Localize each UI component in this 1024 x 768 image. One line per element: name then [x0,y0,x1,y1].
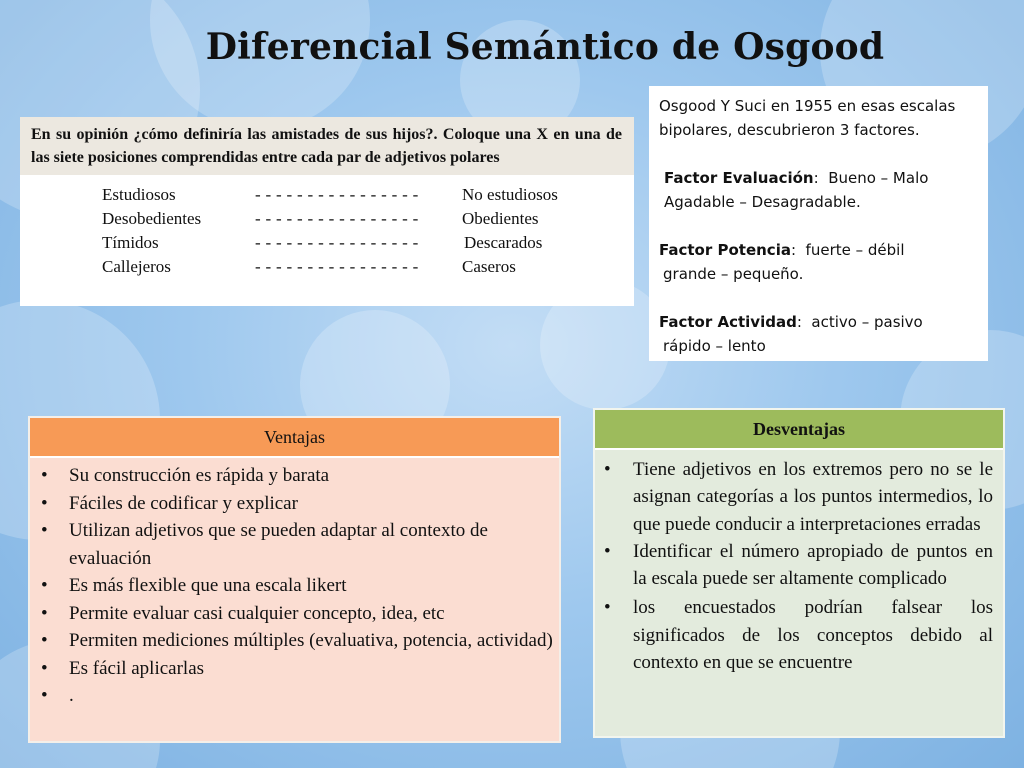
factor-values: Agadable – Desagradable. [664,193,861,211]
list-item: • los encuestados podrían falsear los significados de los conceptos debido al contexto en que se encuentre [595,594,993,676]
left-adjective: Callejeros [102,257,171,276]
factors-intro-line: bipolares, descubrieron 3 factores. [659,121,920,139]
factor-label: Factor Potencia [659,241,791,259]
list-item: • Es más flexible que una escala likert [30,572,559,600]
adjective-pair-row [20,185,634,209]
list-item: • Fáciles de codificar y explicar [30,490,559,518]
slide-title: Diferencial Semántico de Osgood [205,26,885,68]
left-adjective: Estudiosos [102,185,176,204]
right-adjective: Descarados [464,233,543,252]
scale-dashes: - - - - - - - - - - - - - - - - [255,257,419,276]
survey-instruction: En su opinión ¿cómo definiría las amistades de sus hijos?. Coloque una X en una de las siete posiciones comprendidas entre cada par de adjetivos polares [20,117,634,175]
factors-intro-line: Osgood Y Suci en 1955 en esas escalas [659,97,956,115]
list-item: • Identificar el número apropiado de puntos en la escala puede ser altamente complicado [595,538,993,593]
ventajas-header: Ventajas [30,418,559,458]
factor-evaluacion: Factor Evaluación: Bueno – Malo [664,169,929,187]
adjective-pair-row [20,209,634,233]
list-item: • . [30,682,559,710]
factor-values: activo – pasivo [811,313,923,331]
factors-box [649,86,988,361]
scale-dashes: - - - - - - - - - - - - - - - - [255,209,419,228]
survey-example-box [20,117,634,306]
ventajas-list [30,458,559,710]
factor-actividad: Factor Actividad: activo – pasivo [659,313,923,331]
desventajas-list [595,450,1003,676]
factor-label: Factor Actividad [659,313,797,331]
list-item: • Su construcción es rápida y barata [30,462,559,490]
right-adjective: Obedientes [462,209,539,228]
ventajas-box [28,416,561,743]
list-item: • Es fácil aplicarlas [30,655,559,683]
list-item: • Permite evaluar casi cualquier concepto, idea, etc [30,600,559,628]
list-item: • Permiten mediciones múltiples (evaluativa, potencia, actividad) [30,627,559,655]
desventajas-box [593,408,1005,738]
adjective-pair-row [20,233,634,257]
adjective-pair-row [20,257,634,281]
right-adjective: No estudiosos [462,185,558,204]
left-adjective: Desobedientes [102,209,202,228]
adjective-pairs [20,175,634,275]
factor-values: rápido – lento [663,337,766,355]
scale-dashes: - - - - - - - - - - - - - - - - [255,233,419,252]
factor-values: grande – pequeño. [663,265,804,283]
factor-values: fuerte – débil [805,241,905,259]
right-adjective: Caseros [462,257,516,276]
scale-dashes: - - - - - - - - - - - - - - - - [255,185,419,204]
factor-values: Bueno – Malo [828,169,929,187]
factor-label: Factor Evaluación [664,169,814,187]
factor-potencia: Factor Potencia: fuerte – débil [659,241,905,259]
list-item: • Utilizan adjetivos que se pueden adaptar al contexto de evaluación [30,517,559,572]
desventajas-header: Desventajas [595,410,1003,450]
left-adjective: Tímidos [102,233,159,252]
list-item: • Tiene adjetivos en los extremos pero no se le asignan categorías a los puntos intermedios, lo que puede conducir a interpretaciones erradas [595,456,993,538]
